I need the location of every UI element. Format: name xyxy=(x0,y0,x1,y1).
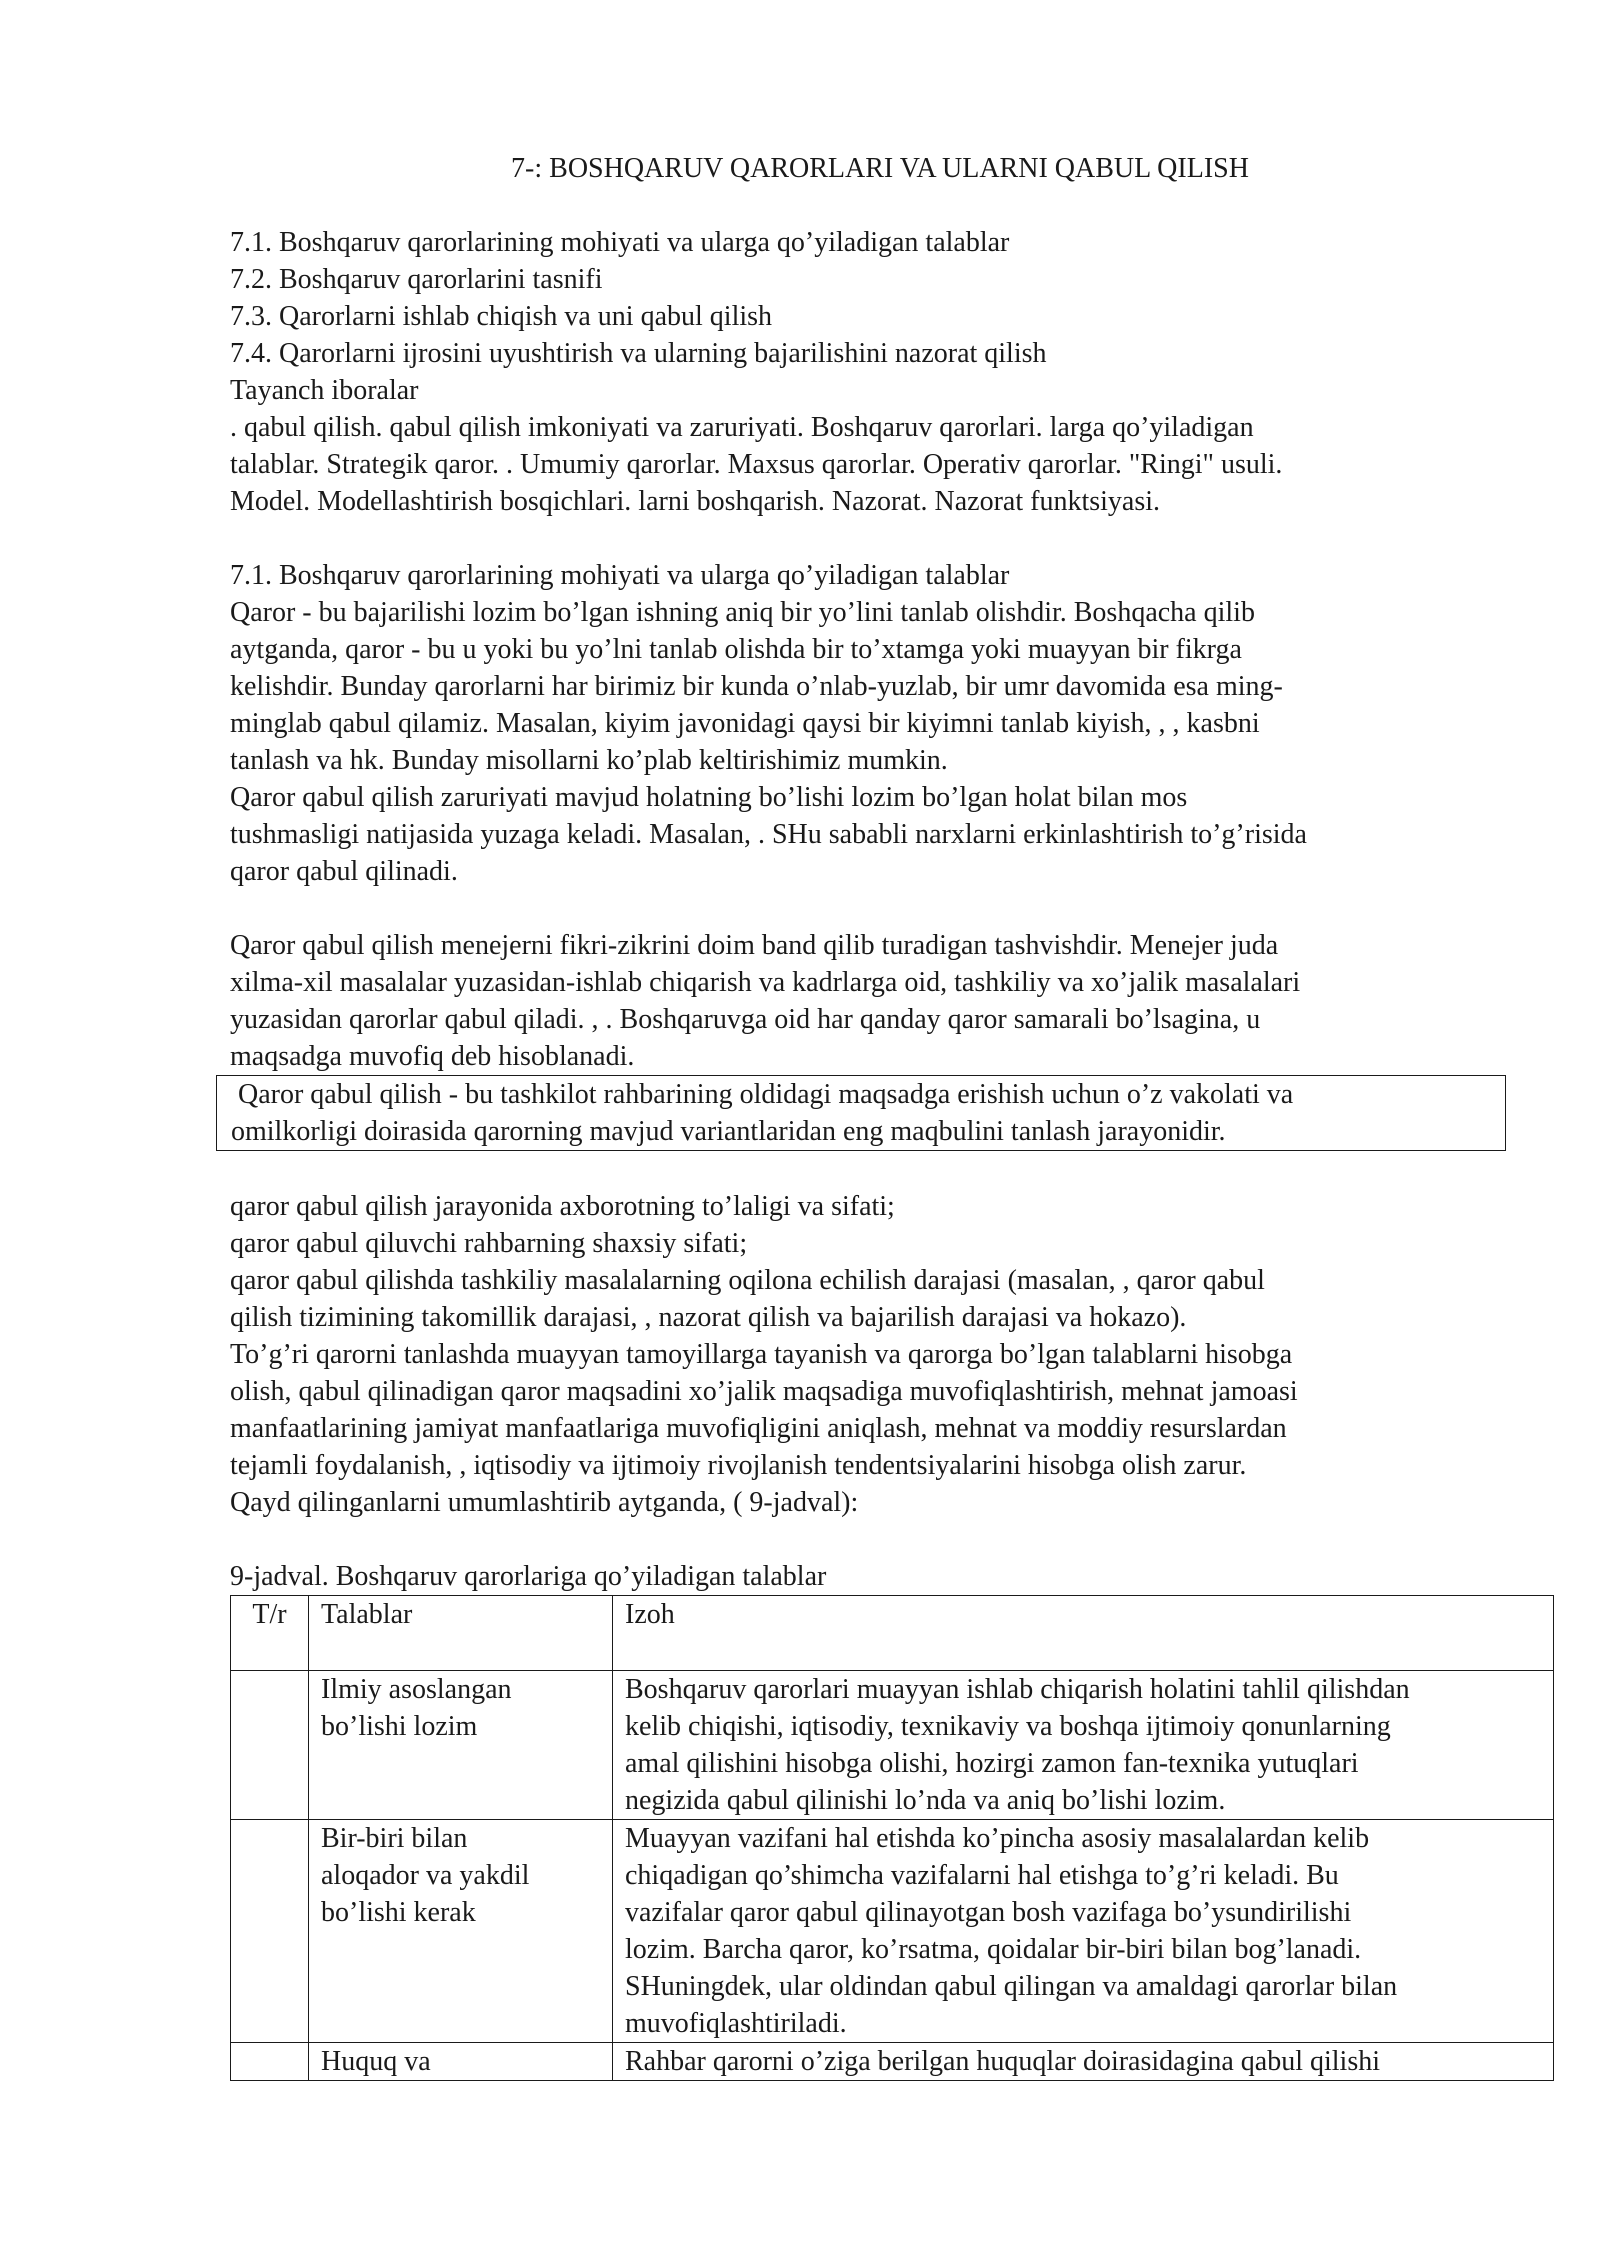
section-heading: 7.1. Boshqaruv qarorlarining mohiyati va ularga qo’yiladigan talablar xyxy=(230,560,1010,591)
row-requirement xyxy=(309,2043,613,2081)
paragraph-line: olish, qabul qilinadigan qaror maqsadini xo’jalik maqsadiga muvofiqlashtirish, mehnat jamoasi xyxy=(230,1376,1298,1407)
paragraph-line: qaror qabul qilishda tashkiliy masalalarning oqilona echilish darajasi (masalan, , qaror qabul xyxy=(230,1265,1265,1296)
paragraph-factors xyxy=(230,1188,1530,1521)
paragraph-line: Qaror qabul qilish zaruriyati mavjud holatning bo’lishi lozim bo’lgan holat bilan mos xyxy=(230,782,1188,813)
table-row xyxy=(231,1671,1554,1820)
row-requirement xyxy=(309,1820,613,2043)
row-note xyxy=(613,2043,1554,2081)
outline-list xyxy=(230,224,1530,372)
row-number xyxy=(231,1671,309,1820)
paragraph-line: tushmasligi natijasida yuzaga keladi. Masalan, . SHu sababli narxlarni erkinlashtirish to’g’risida xyxy=(230,819,1307,850)
paragraph-line: aytganda, qaror - bu u yoki bu yo’lni tanlab olishda bir to’xtamga yoki muayyan bir fikrga xyxy=(230,634,1242,665)
paragraph-manager xyxy=(230,927,1530,1075)
spacer xyxy=(230,520,1530,557)
definition-box xyxy=(216,1075,1506,1151)
header-note: Izoh xyxy=(613,1596,1554,1671)
paragraph-line: To’g’ri qarorni tanlashda muayyan tamoyillarga tayanish va qarorga bo’lgan talablarni hisobga xyxy=(230,1339,1293,1370)
paragraph-line: manfaatlarining jamiyat manfaatlariga muvofiqligini aniqlash, mehnat va moddiy resurslardan xyxy=(230,1413,1287,1444)
paragraph-line: kelishdir. Bunday qarorlarni har birimiz bir kunda o’nlab-yuzlab, bir umr davomida esa ming- xyxy=(230,671,1283,702)
keywords-heading: Tayanch iboralar xyxy=(230,375,419,406)
paragraph-line: xilma-xil masalalar yuzasidan-ishlab chiqarish va kadrlarga oid, tashkiliy va xo’jalik masalalari xyxy=(230,967,1301,998)
paragraph-line: qaror qabul qiluvchi rahbarning shaxsiy sifati; xyxy=(230,1228,748,1259)
cell-line: kelib chiqishi, iqtisodiy, texnikaviy va boshqa ijtimoiy qonunlarning xyxy=(625,1711,1391,1742)
outline-item: 7.4. Qarorlarni ijrosini uyushtirish va ularning bajarilishini nazorat qilish xyxy=(230,338,1047,369)
paragraph-line: tanlash va hk. Bunday misollarni ko’plab keltirishimiz mumkin. xyxy=(230,745,948,776)
row-number xyxy=(231,1820,309,2043)
requirements-table xyxy=(230,1595,1554,2081)
keywords-line: Model. Modellashtirish bosqichlari. larni boshqarish. Nazorat. Nazorat funktsiyasi. xyxy=(230,486,1161,517)
table-row xyxy=(231,2043,1554,2081)
table-header-row xyxy=(231,1596,1554,1671)
outline-item: 7.2. Boshqaruv qarorlarini tasnifi xyxy=(230,264,603,295)
paragraph-line: qaror qabul qilinadi. xyxy=(230,856,458,887)
cell-line: negizida qabul qilinishi lo’nda va aniq bo’lishi lozim. xyxy=(625,1785,1226,1816)
table-row xyxy=(231,1820,1554,2043)
row-note xyxy=(613,1820,1554,2043)
cell-line: chiqadigan qo’shimcha vazifalarni hal etishga to’g’ri keladi. Bu xyxy=(625,1860,1339,1891)
paragraph-line: qilish tizimining takomillik darajasi, , nazorat qilish va bajarilish darajasi va hokazo). xyxy=(230,1302,1187,1333)
paragraph-definition xyxy=(230,594,1530,779)
cell-line: lozim. Barcha qaror, ko’rsatma, qoidalar bir-biri bilan bog’lanadi. xyxy=(625,1934,1362,1965)
keywords-line: . qabul qilish. qabul qilish imkoniyati va zaruriyati. Boshqaruv qarorlari. larga qo’yiladigan xyxy=(230,412,1254,443)
header-requirements: Talablar xyxy=(309,1596,613,1671)
definition-line: omilkorligi doirasida qarorning mavjud variantlaridan eng maqbulini tanlash jarayonidir. xyxy=(231,1116,1226,1147)
cell-line: muvofiqlashtiriladi. xyxy=(625,2008,847,2039)
cell-line: Muayyan vazifani hal etishda ko’pincha asosiy masalalardan kelib xyxy=(625,1823,1370,1854)
cell-line: SHuningdek, ular oldindan qabul qilingan va amaldagi qarorlar bilan xyxy=(625,1971,1398,2002)
page-title: 7-: BOSHQARUV QARORLARI VA ULARNI QABUL QILISH xyxy=(511,153,1249,184)
cell-line: vazifalar qaror qabul qilinayotgan bosh vazifaga bo’ysundirilishi xyxy=(625,1897,1352,1928)
row-note xyxy=(613,1671,1554,1820)
paragraph-line: maqsadga muvofiq deb hisoblanadi. xyxy=(230,1041,635,1072)
cell-line: amal qilishini hisobga olishi, hozirgi zamon fan-texnika yutuqlari xyxy=(625,1748,1359,1779)
paragraph-necessity xyxy=(230,779,1530,890)
paragraph-line: yuzasidan qarorlar qabul qiladi. , . Boshqaruvga oid har qanday qaror samarali bo’lsagina, u xyxy=(230,1004,1261,1035)
paragraph-line: qaror qabul qilish jarayonida axborotning to’laligi va sifati; xyxy=(230,1191,895,1222)
paragraph-line: tejamli foydalanish, , iqtisodiy va ijtimoiy rivojlanish tendentsiyalarini hisobga olish zarur. xyxy=(230,1450,1247,1481)
outline-item: 7.1. Boshqaruv qarorlarining mohiyati va ularga qo’yiladigan talablar xyxy=(230,227,1010,258)
cell-line: Huquq va xyxy=(321,2046,431,2077)
table-caption: 9-jadval. Boshqaruv qarorlariga qo’yiladigan talablar xyxy=(230,1561,827,1592)
cell-line: bo’lishi lozim xyxy=(321,1711,478,1742)
document-content xyxy=(230,150,1530,2081)
paragraph-line: Qayd qilinganlarni umumlashtirib aytganda, ( 9-jadval): xyxy=(230,1487,859,1518)
paragraph-line: minglab qabul qilamiz. Masalan, kiyim javonidagi qaysi bir kiyimni tanlab kiyish, , , kasbni xyxy=(230,708,1260,739)
keywords-line: talablar. Strategik qaror. . Umumiy qarorlar. Maxsus qarorlar. Operativ qarorlar. "Ringi" usuli. xyxy=(230,449,1283,480)
spacer xyxy=(230,1521,1530,1558)
paragraph-line: Qaror - bu bajarilishi lozim bo’lgan ishning aniq bir yo’lini tanlab olishdir. Boshqacha qilib xyxy=(230,597,1255,628)
cell-line: aloqador va yakdil xyxy=(321,1860,530,1891)
row-requirement xyxy=(309,1671,613,1820)
cell-line: bo’lishi kerak xyxy=(321,1897,476,1928)
spacer xyxy=(230,890,1530,927)
row-number xyxy=(231,2043,309,2081)
cell-line: Ilmiy asoslangan xyxy=(321,1674,512,1705)
definition-line: Qaror qabul qilish - bu tashkilot rahbarining oldidagi maqsadga erishish uchun o’z vakolati va xyxy=(231,1079,1294,1110)
cell-line: Bir-biri bilan xyxy=(321,1823,468,1854)
keywords-paragraph xyxy=(230,409,1530,520)
paragraph-line: Qaror qabul qilish menejerni fikri-zikrini doim band qilib turadigan tashvishdir. Menejer juda xyxy=(230,930,1279,961)
outline-item: 7.3. Qarorlarni ishlab chiqish va uni qabul qilish xyxy=(230,301,773,332)
cell-line: Rahbar qarorni o’ziga berilgan huquqlar doirasidagina qabul qilishi xyxy=(625,2046,1381,2077)
cell-line: Boshqaruv qarorlari muayyan ishlab chiqarish holatini tahlil qilishdan xyxy=(625,1674,1410,1705)
header-number: T/r xyxy=(231,1596,309,1671)
spacer xyxy=(230,1151,1530,1188)
